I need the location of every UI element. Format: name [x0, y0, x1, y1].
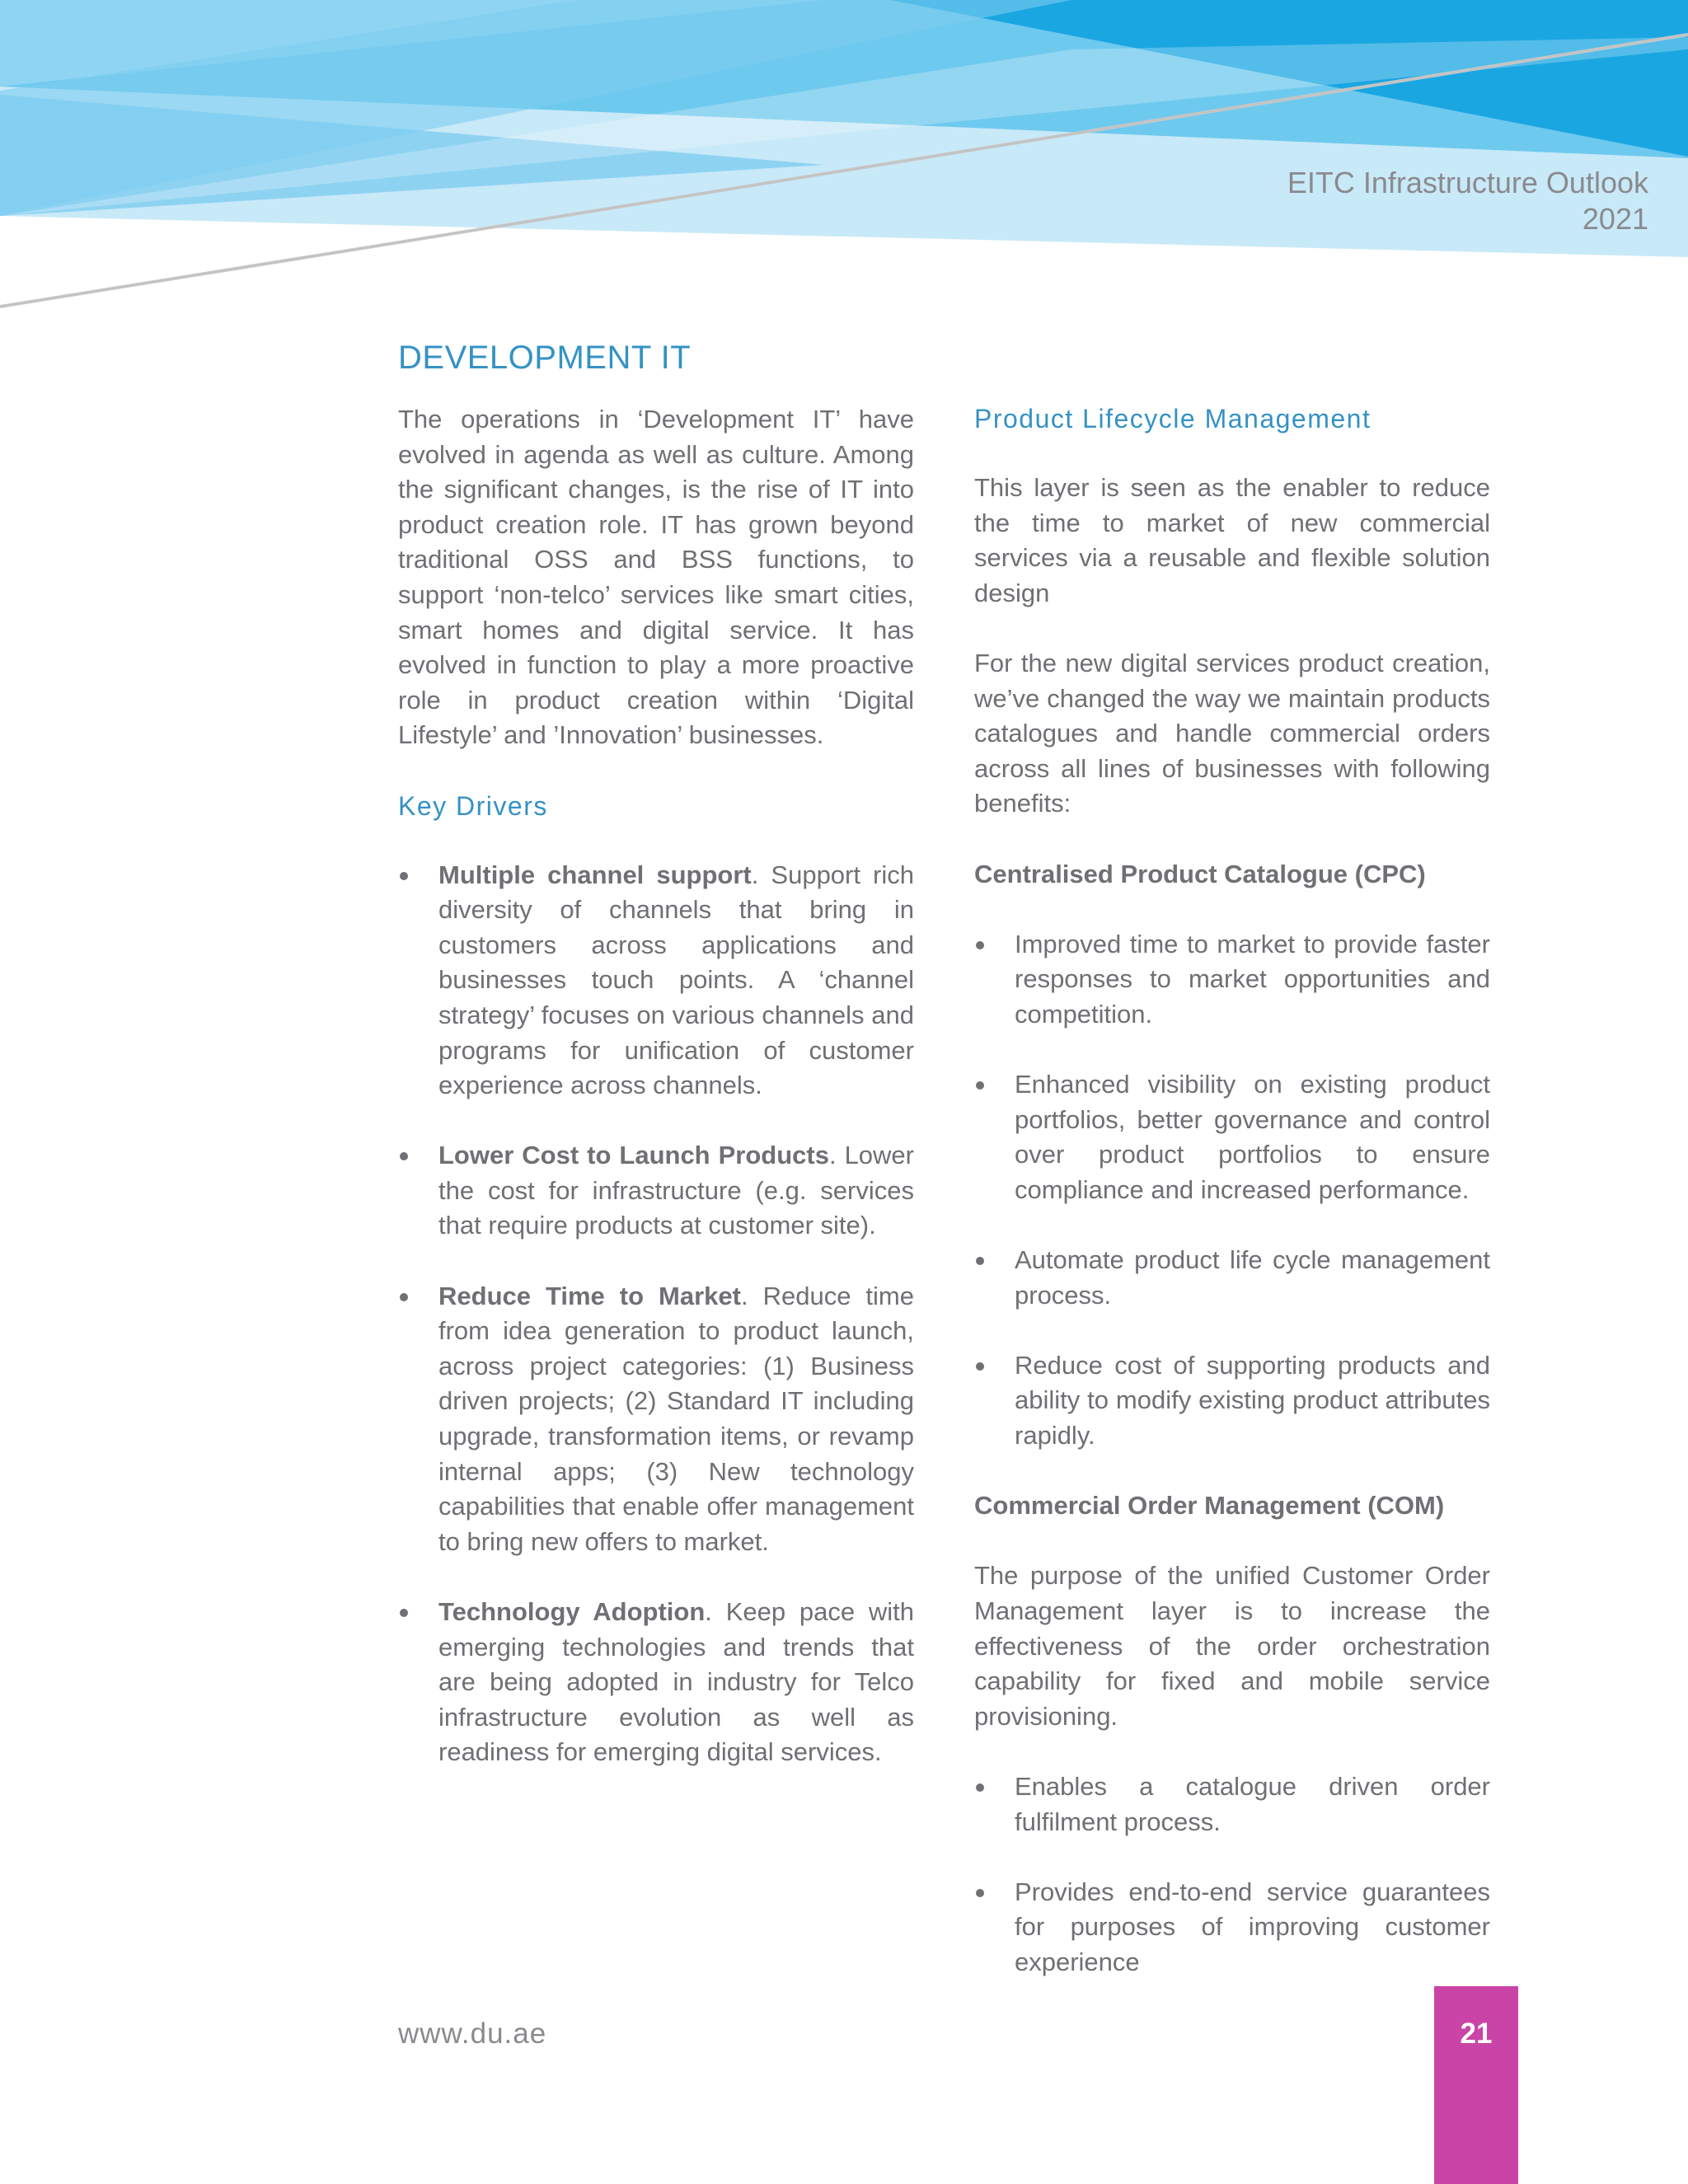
driver-text: . Lower the cost for infrastructure (e.g. services that require products at customer site). — [438, 1141, 914, 1240]
driver-title: Reduce Time to Market — [438, 1281, 741, 1310]
plm-paragraph-2: For the new digital services product creation, we’ve changed the way we maintain products catalogues and handle commercial orders across all lines of businesses with following benefits: — [974, 648, 1490, 818]
key-drivers-heading: Key Drivers — [398, 790, 548, 821]
com-heading: Commercial Order Management (COM) — [974, 1491, 1445, 1521]
cpc-heading: Centralised Product Catalogue (CPC) — [974, 859, 1426, 888]
report-title — [1287, 165, 1648, 237]
list-item: Automate product life cycle management process. — [974, 1243, 1490, 1313]
plm-paragraph-1: This layer is seen as the enabler to reduce the time to market of new commercial services via a reusable and flexible solution design — [974, 473, 1490, 607]
header-decoration — [0, 0, 1688, 313]
key-drivers-list — [398, 858, 914, 1770]
list-item — [398, 1138, 914, 1244]
page-number: 21 — [1460, 2018, 1493, 2050]
report-title-line1: EITC Infrastructure Outlook — [1287, 166, 1648, 199]
section-heading: DEVELOPMENT IT — [398, 340, 692, 376]
driver-text: . Keep pace with emerging technologies and trends that are being adopted in industry for Telco infrastructure evolution as well as readiness for emerging digital services. — [438, 1597, 915, 1767]
list-item: Enables a catalogue driven order fulfilment process. — [974, 1769, 1490, 1840]
list-item — [398, 1595, 914, 1770]
intro-paragraph: The operations in ‘Development IT’ have evolved in agenda as well as culture. Among the significant changes, is the rise of IT into product creation role. IT has grown beyond traditional OSS and BSS functions, to support ‘non-telco’ services like smart cities, smart homes and digital service. It has evolved in function to play a more proactive role in product creation within ‘Digital Lifestyle’ and ’Innovation’ businesses. — [398, 405, 914, 750]
list-item: Enhanced visibility on existing product portfolios, better governance and control over product portfolios to ensure compliance and increased performance. — [974, 1067, 1490, 1207]
driver-title: Multiple channel support — [438, 860, 752, 889]
cpc-list — [974, 927, 1490, 1454]
list-item: Improved time to market to provide faster responses to market opportunities and competition. — [974, 927, 1490, 1033]
list-item: Provides end-to-end service guarantees for purposes of improving customer experience — [974, 1875, 1490, 1980]
com-list — [974, 1769, 1490, 1980]
plm-heading: Product Lifecycle Management — [974, 404, 1372, 434]
right-column — [974, 401, 1490, 2015]
left-column — [398, 335, 914, 1806]
list-item: Reduce cost of supporting products and ability to modify existing product attributes rapidly. — [974, 1348, 1490, 1454]
driver-title: Lower Cost to Launch Products — [438, 1141, 829, 1170]
com-paragraph: The purpose of the unified Customer Order Management layer is to increase the effectiveness of the order orchestration capability for fixed and mobile service provisioning. — [974, 1561, 1490, 1731]
list-item — [398, 858, 914, 1104]
footer-url[interactable]: www.du.ae — [398, 2018, 547, 2050]
driver-text: . Support rich diversity of channels that bring in customers across applications and businesses touch points. A ‘channel strategy’ focuses on various channels and programs for unification of customer experience across channels. — [438, 860, 914, 1100]
page-number-tab — [1434, 1986, 1518, 2184]
driver-text: . Reduce time from idea generation to product launch, across project categories: (1) Business driven projects; (2) Standard IT including upgrade, transformation items, or revamp internal apps; (3) New technology capabilities that enable offer management to bring new offers to market. — [438, 1281, 914, 1556]
report-title-line2: 2021 — [1582, 202, 1648, 236]
list-item — [398, 1279, 914, 1560]
driver-title: Technology Adoption — [438, 1597, 706, 1626]
